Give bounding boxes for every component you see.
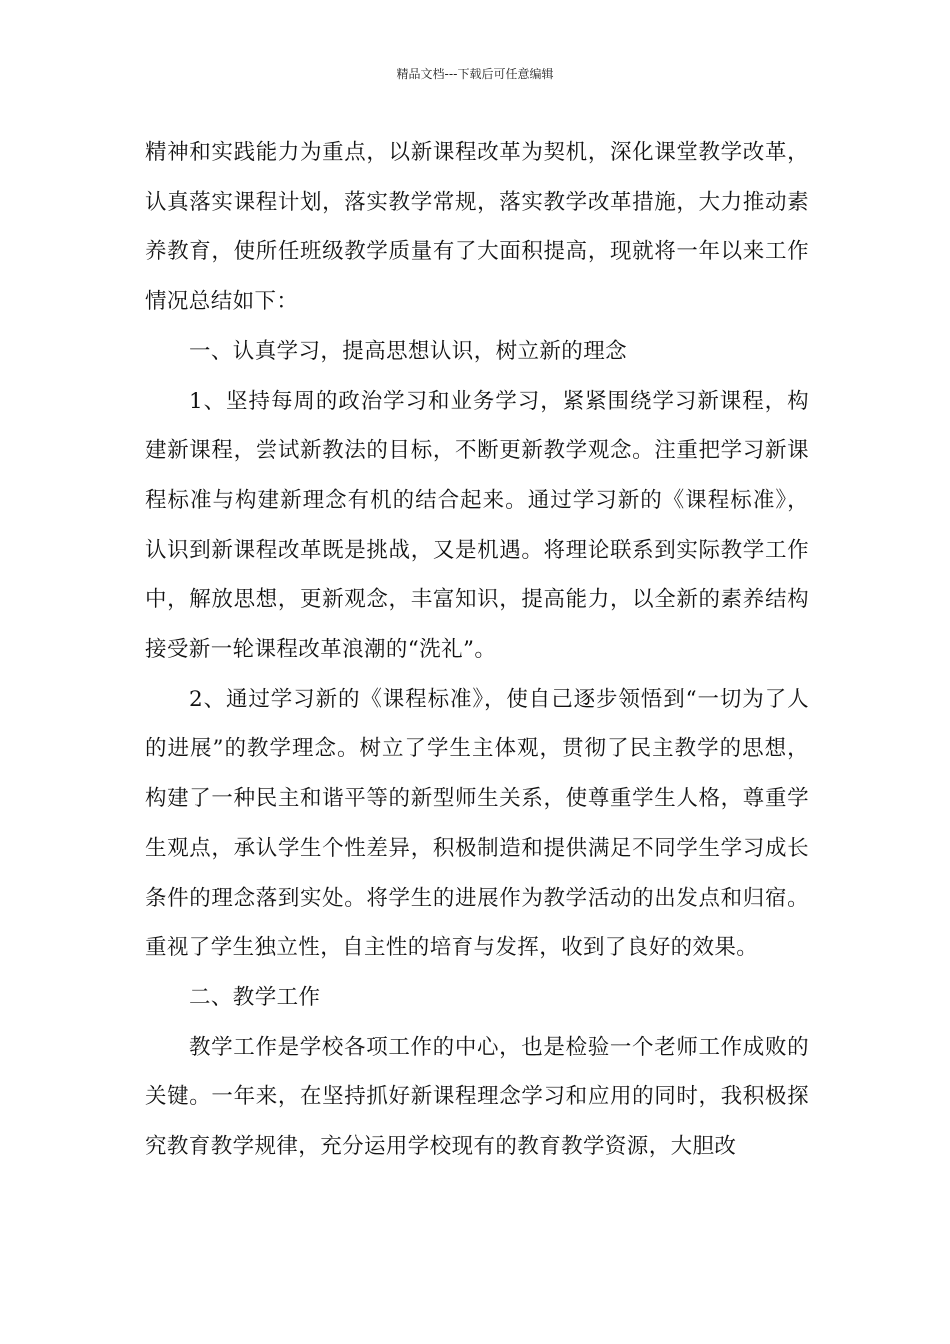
paragraph-intro-continuation: 精神和实践能力为重点，以新课程改革为契机，深化课堂教学改革，认真落实课程计划，落实教学常规，落实教学改革措施，大力推动素养教育，使所任班级教学质量有了大面积提高，现就将一年以来工作情况总结如下： bbox=[145, 140, 809, 315]
paragraph-teaching-work: 教学工作是学校各项工作的中心，也是检验一个老师工作成败的关键。一年来，在坚持抓好新课程理念学习和应用的同时，我积极探究教育教学规律，充分运用学校现有的教育教学资源，大胆改 bbox=[145, 1034, 809, 1160]
page-header: 精品文档---下载后可任意编辑 bbox=[396, 67, 554, 81]
paragraph-item-1: 1、坚持每周的政治学习和业务学习，紧紧围绕学习新课程，构建新课程，尝试新教法的目标，不断更新教学观念。注重把学习新课程标准与构建新理念有机的结合起来。通过学习新的《课程标准》，认识到新课程改革既是挑战，又是机遇。将理论联系到实际教学工作中，解放思想，更新观念，丰富知识，提高能力，以全新的素养结构接受新一轮课程改革浪潮的“洗礼”。 bbox=[145, 388, 809, 663]
document-body bbox=[145, 128, 809, 1172]
section-heading-1: 一、认真学习，提高思想认识，树立新的理念 bbox=[189, 338, 628, 364]
section-heading-2: 二、教学工作 bbox=[189, 984, 321, 1010]
paragraph-item-2: 2、通过学习新的《课程标准》，使自己逐步领悟到“一切为了人的进展”的教学理念。树立了学生主体观，贯彻了民主教学的思想，构建了一种民主和谐平等的新型师生关系，使尊重学生人格，尊重学生观点，承认学生个性差异，积极制造和提供满足不同学生学习成长条件的理念落到实处。将学生的进展作为教学活动的出发点和归宿。重视了学生独立性，自主性的培育与发挥，收到了良好的效果。 bbox=[145, 686, 809, 961]
